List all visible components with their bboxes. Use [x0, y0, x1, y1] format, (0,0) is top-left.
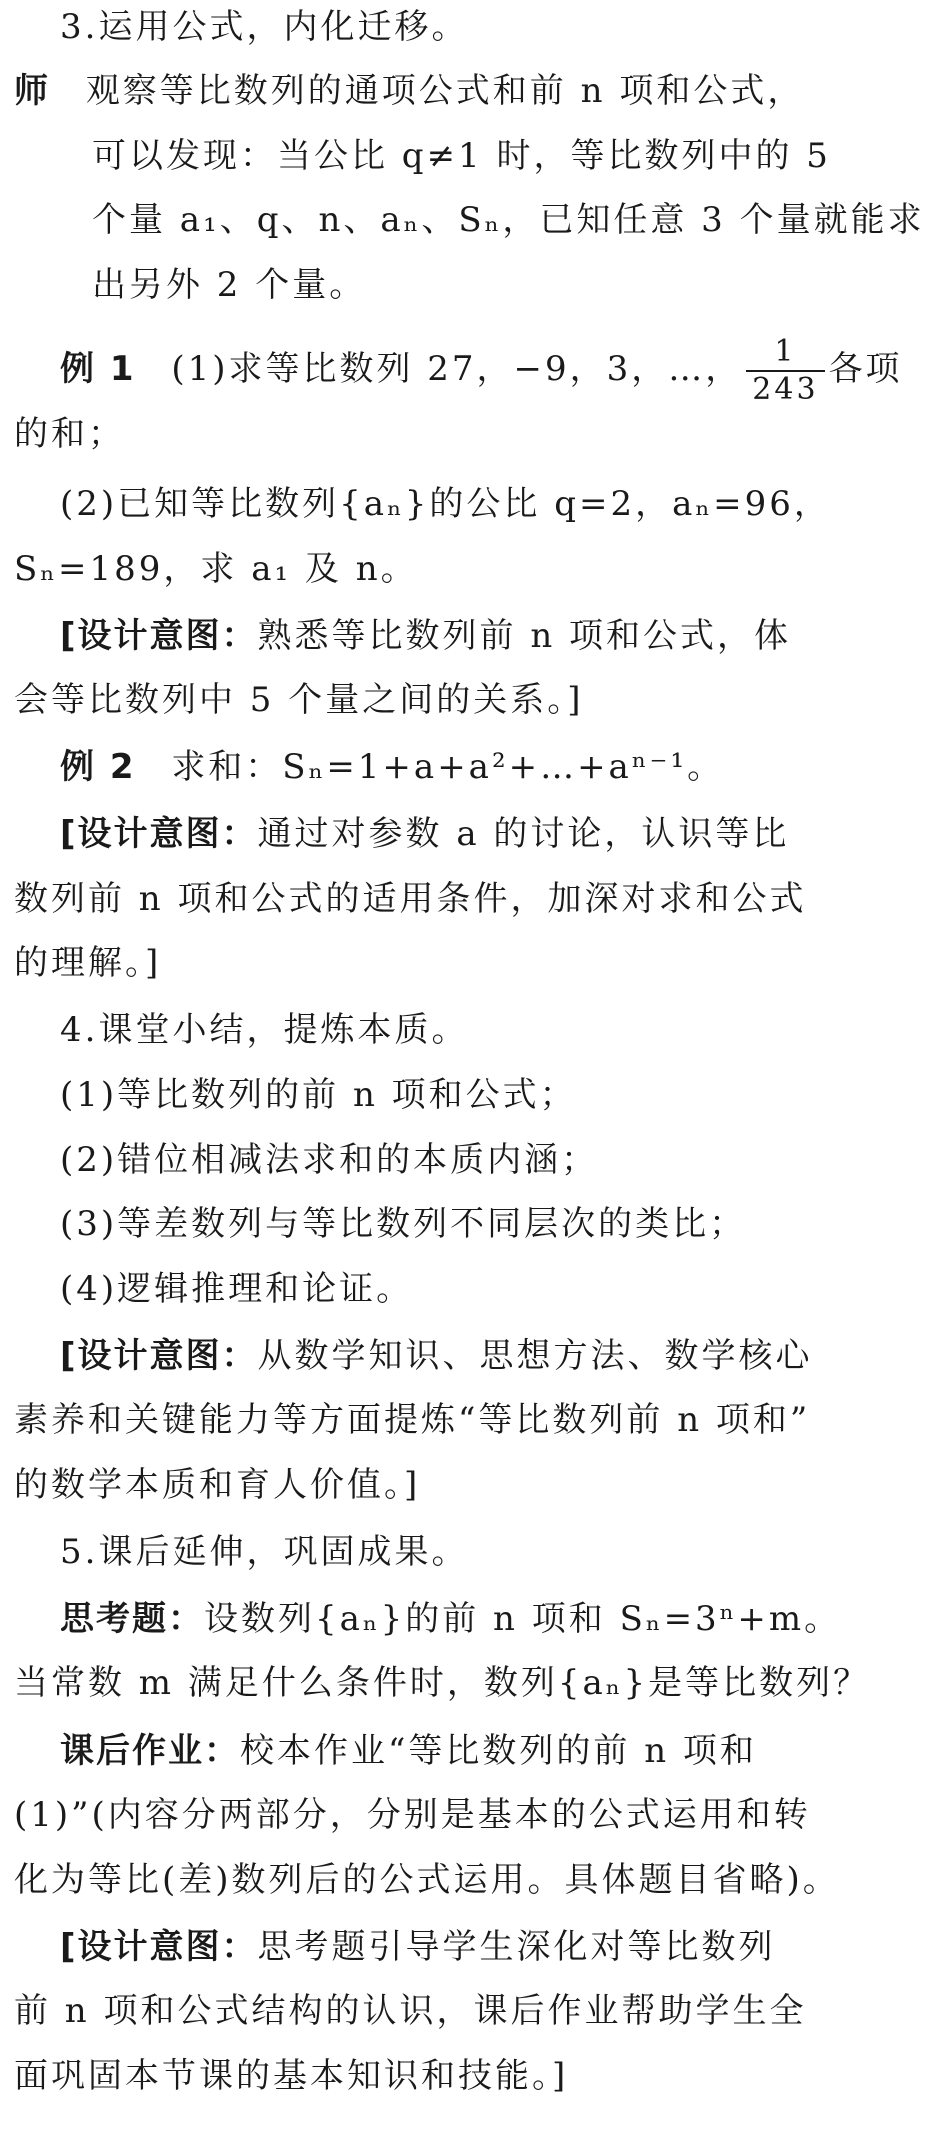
design-intent-2-line-1: [设计意图：通过对参数 a 的讨论，认识等比: [60, 814, 790, 854]
paragraph-line: 前 n 项和公式结构的认识，课后作业帮助学生全: [14, 1991, 807, 2031]
design-intent-3-line-1: [设计意图：从数学知识、思想方法、数学核心: [60, 1336, 813, 1376]
design-intent-1-line-1: [设计意图：熟悉等比数列前 n 项和公式，体: [60, 616, 792, 656]
example-1-line: 例 1 (1)求等比数列 27，−9，3，…， $\frac{1}{243}$ 各项: [60, 334, 903, 407]
fraction-1-over-243: $\frac{1}{243}$: [746, 334, 824, 408]
paragraph-line: 个量 a₁、q、n、aₙ、Sₙ，已知任意 3 个量就能求: [92, 200, 925, 240]
homework-line: 课后作业：校本作业“等比数列的前 n 项和: [60, 1731, 757, 1771]
example-2-label: 例 2: [60, 747, 136, 787]
thinking-question-line: 思考题：设数列{aₙ}的前 n 项和 Sₙ=3ⁿ+m。: [60, 1599, 842, 1639]
section-heading-3: 3.运用公式，内化迁移。: [60, 7, 469, 47]
design-intent-label: [设计意图：: [60, 1336, 258, 1376]
paragraph-line: 的和；: [14, 414, 125, 454]
paragraph-line: Sₙ=189，求 a₁ 及 n。: [14, 549, 418, 589]
paragraph-line: 会等比数列中 5 个量之间的关系。]: [14, 680, 584, 720]
example-1-label: 例 1: [60, 349, 136, 389]
paragraph-line: 化为等比(差)数列后的公式运用。具体题目省略)。: [14, 1860, 840, 1900]
design-intent-label: [设计意图：: [60, 1927, 258, 1967]
homework-label: 课后作业：: [60, 1731, 240, 1771]
paragraph-line: 当常数 m 满足什么条件时，数列{aₙ}是等比数列？: [14, 1663, 871, 1703]
design-intent-label: [设计意图：: [60, 814, 258, 854]
example-2-line: 例 2 求和：Sₙ=1+a+a²+…+aⁿ⁻¹。: [60, 747, 725, 787]
paragraph-line: 数列前 n 项和公式的适用条件，加深对求和公式: [14, 879, 807, 919]
paragraph-line: 面巩固本节课的基本知识和技能。]: [14, 2056, 569, 2096]
thinking-question-label: 思考题：: [60, 1599, 204, 1639]
list-item: (2)错位相减法求和的本质内涵；: [60, 1140, 599, 1180]
paragraph-line: (1)”(内容分两部分，分别是基本的公式运用和转: [14, 1795, 811, 1835]
section-heading-5: 5.课后延伸，巩固成果。: [60, 1532, 469, 1572]
paragraph-line: 的理解。]: [14, 943, 162, 983]
paragraph-line: 的数学本质和育人价值。]: [14, 1465, 421, 1505]
paragraph-line: (2)已知等比数列{aₙ}的公比 q=2，aₙ=96，: [60, 484, 831, 524]
paragraph-line: 出另外 2 个量。: [92, 265, 367, 305]
teacher-label: 师: [14, 71, 50, 111]
paragraph-line: 可以发现：当公比 q≠1 时，等比数列中的 5: [92, 136, 831, 176]
list-item: (1)等比数列的前 n 项和公式；: [60, 1075, 577, 1115]
design-intent-4-line-1: [设计意图：思考题引导学生深化对等比数列: [60, 1927, 776, 1967]
design-intent-label: [设计意图：: [60, 616, 258, 656]
list-item: (4)逻辑推理和论证。: [60, 1269, 414, 1309]
section-heading-4: 4.课堂小结，提炼本质。: [60, 1010, 469, 1050]
teacher-paragraph-line-1: 师 观察等比数列的通项公式和前 n 项和公式，: [14, 71, 805, 111]
list-item: (3)等差数列与等比数列不同层次的类比；: [60, 1204, 747, 1244]
paragraph-line: 素养和关键能力等方面提炼“等比数列前 n 项和”: [14, 1400, 811, 1440]
